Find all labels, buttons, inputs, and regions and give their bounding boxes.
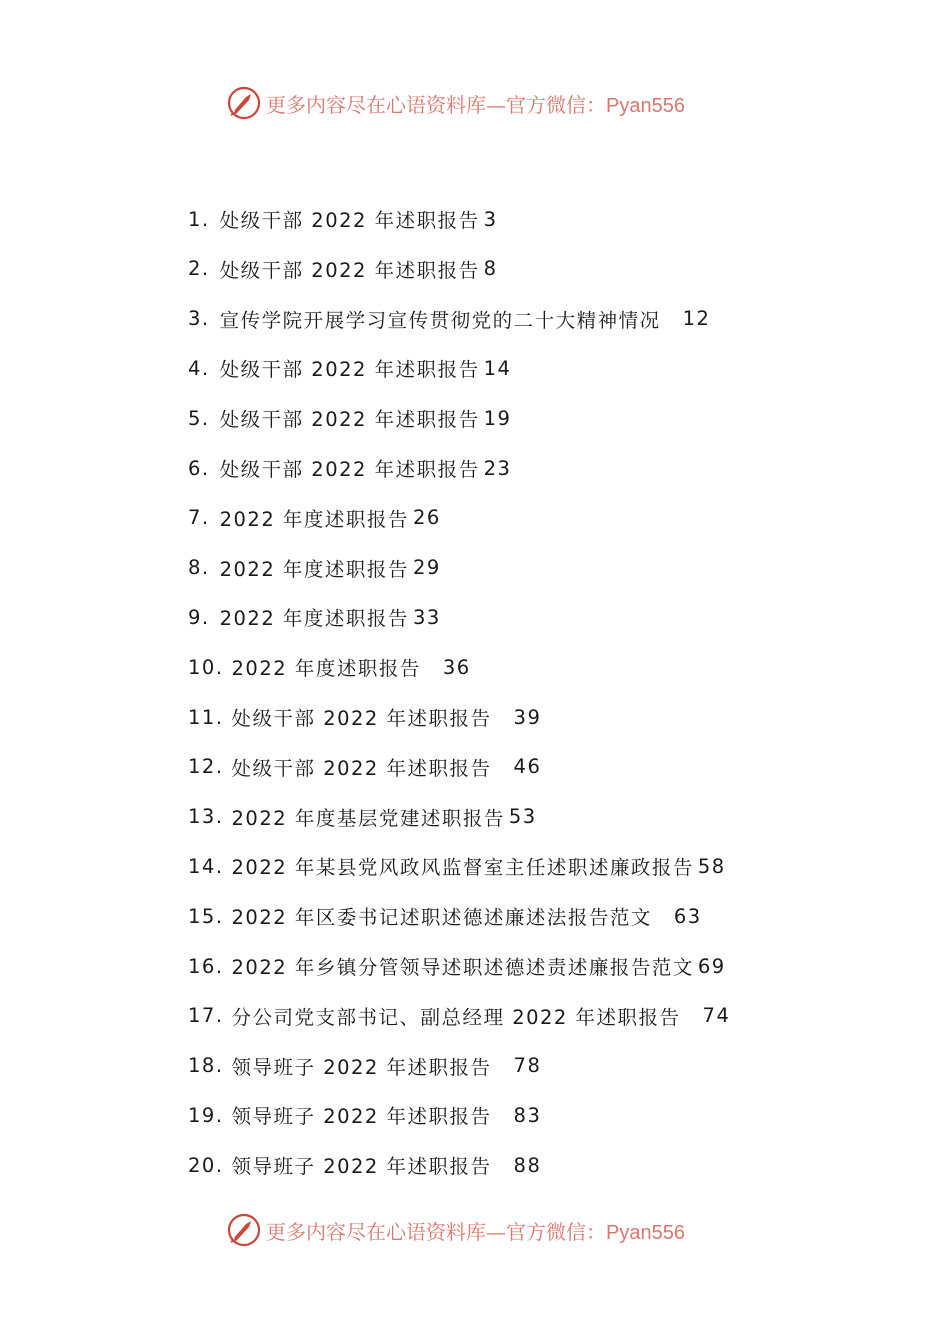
toc-entry-title: 宣传学院开展学习宣传贯彻党的二十大精神情况 (219, 308, 661, 332)
toc-entry-title: 处级干部 2022 年述职报告 (219, 408, 480, 432)
toc-entry[interactable] (188, 1051, 541, 1081)
toc-entry[interactable] (188, 602, 441, 632)
toc-entry-page-number: 58 (697, 854, 726, 878)
watermark-banner-bottom (226, 1210, 685, 1250)
toc-entry-number: 12. (188, 755, 224, 779)
toc-entry[interactable] (188, 503, 441, 533)
watermark-text: 更多内容尽在心语资料库—官方微信：Pyan556 (266, 1219, 685, 1244)
toc-entry-number: 3. (188, 307, 210, 331)
toc-entry-number: 4. (188, 356, 210, 380)
pen-nib-logo-icon (226, 1212, 262, 1248)
toc-entry-page-number: 69 (697, 954, 726, 978)
toc-entry-title: 领导班子 2022 年述职报告 (231, 1105, 492, 1129)
toc-entry-number: 15. (188, 904, 224, 928)
toc-entry[interactable] (188, 851, 726, 881)
toc-entry-number: 2. (188, 257, 210, 281)
toc-entry-page-number: 19 (483, 406, 512, 430)
toc-entry-title: 处级干部 2022 年述职报告 (219, 358, 480, 382)
toc-entry-page-number: 14 (483, 356, 512, 380)
toc-entry[interactable] (188, 403, 511, 433)
toc-entry-title: 处级干部 2022 年述职报告 (219, 458, 480, 481)
toc-entry-number: 6. (188, 456, 210, 480)
toc-entry-title: 2022 年乡镇分管领导述职述德述责述廉报告范文 (231, 956, 694, 979)
toc-entry-number: 1. (188, 207, 210, 231)
toc-entry[interactable] (188, 901, 702, 931)
toc-entry-page-number: 26 (412, 506, 441, 530)
toc-entry[interactable] (188, 802, 537, 832)
toc-entry-page-number: 12 (682, 307, 711, 331)
toc-entry-title: 2022 年度述职报告 (219, 507, 409, 531)
toc-entry-number: 18. (188, 1054, 224, 1078)
toc-entry-number: 11. (188, 705, 224, 729)
toc-entry-number: 5. (188, 406, 210, 430)
toc-entry[interactable] (188, 702, 541, 732)
toc-entry[interactable] (188, 1001, 730, 1031)
toc-entry-number: 8. (188, 556, 210, 580)
toc-entry-title: 领导班子 2022 年述职报告 (231, 1055, 492, 1079)
toc-entry-page-number: 8 (483, 257, 498, 281)
toc-entry-page-number: 3 (483, 207, 498, 231)
toc-entry-page-number: 53 (508, 805, 537, 829)
toc-entry[interactable] (188, 453, 511, 483)
toc-entry-title: 2022 年度基层党建述职报告 (231, 806, 505, 830)
toc-entry-title: 处级干部 2022 年述职报告 (219, 209, 480, 232)
toc-entry-number: 16. (188, 954, 224, 978)
toc-entry-page-number: 36 (442, 655, 471, 679)
toc-entry-title: 处级干部 2022 年述职报告 (231, 707, 492, 730)
toc-entry[interactable] (188, 1100, 541, 1130)
toc-entry[interactable] (188, 304, 710, 334)
toc-entry[interactable] (188, 553, 441, 583)
toc-entry-title: 分公司党支部书记、副总经理 2022 年述职报告 (231, 1005, 681, 1029)
toc-entry-page-number: 74 (702, 1004, 731, 1028)
toc-entry[interactable] (188, 353, 511, 383)
toc-entry-title: 领导班子 2022 年述职报告 (231, 1155, 492, 1179)
toc-entry-page-number: 33 (412, 605, 441, 629)
toc-entry-title: 2022 年区委书记述职述德述廉述法报告范文 (231, 906, 652, 930)
toc-entry[interactable] (188, 1150, 541, 1180)
watermark-text: 更多内容尽在心语资料库—官方微信：Pyan556 (266, 92, 685, 117)
toc-entry-title: 处级干部 2022 年述职报告 (219, 258, 480, 282)
toc-entry-number: 20. (188, 1153, 224, 1177)
toc-entry-number: 17. (188, 1004, 224, 1028)
toc-entry-page-number: 46 (513, 755, 542, 779)
toc-entry-number: 14. (188, 854, 224, 878)
toc-entry-title: 2022 年度述职报告 (231, 657, 421, 681)
toc-entry-title: 2022 年度述职报告 (219, 557, 409, 581)
toc-entry-page-number: 63 (673, 904, 702, 928)
toc-entry-title: 2022 年度述职报告 (219, 607, 409, 631)
toc-entry[interactable] (188, 204, 498, 234)
toc-entry-page-number: 83 (513, 1103, 542, 1127)
toc-entry[interactable] (188, 951, 726, 981)
toc-entry-page-number: 78 (513, 1054, 542, 1078)
toc-entry[interactable] (188, 652, 471, 682)
toc-entry-title: 2022 年某县党风政风监督室主任述职述廉政报告 (231, 856, 694, 880)
toc-entry-page-number: 29 (412, 556, 441, 580)
toc-entry-number: 13. (188, 805, 224, 829)
toc-entry-number: 9. (188, 605, 210, 629)
toc-entry-number: 19. (188, 1103, 224, 1127)
toc-entry[interactable] (188, 752, 541, 782)
toc-entry-number: 7. (188, 506, 210, 530)
toc-entry[interactable] (188, 254, 498, 284)
toc-entry-page-number: 88 (513, 1153, 542, 1177)
toc-entry-page-number: 39 (513, 705, 542, 729)
toc-entry-title: 处级干部 2022 年述职报告 (231, 756, 492, 780)
toc-entry-number: 10. (188, 655, 224, 679)
toc-entry-page-number: 23 (483, 456, 512, 480)
